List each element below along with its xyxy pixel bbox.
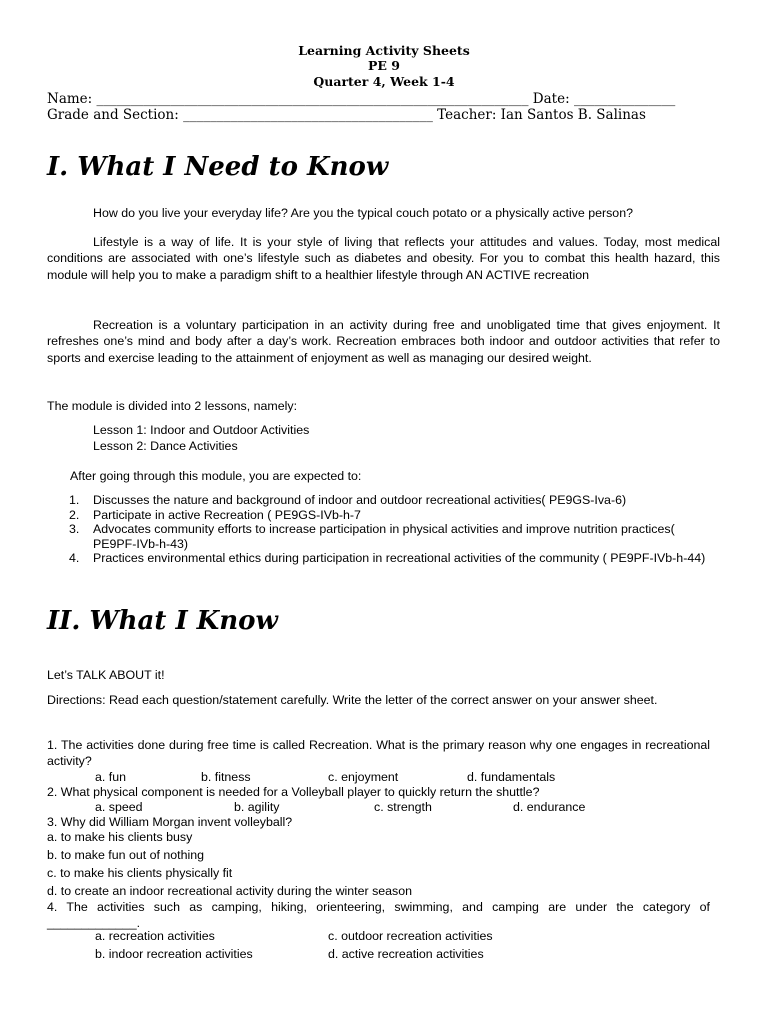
sheet-quarter: Quarter 4, Week 1-4	[313, 74, 455, 89]
list-item: 1. Discusses the nature and background of indoor and outdoor recreational activities( PE9GS-Iva-6)	[69, 493, 627, 507]
q4-option-d: d. active recreation activities	[328, 947, 484, 961]
q2-option-c: c. strength	[374, 800, 432, 814]
q1-option-d: d. fundamentals	[467, 770, 556, 784]
q1-option-b: b. fitness	[201, 770, 251, 784]
question-1: 1. The activities done during free time is called Recreation. What is the primary reason why one engages in recreational activity?	[47, 738, 710, 769]
intro-question: How do you live your everyday life? Are you the typical couch potato or a physically active person?	[93, 206, 633, 220]
paragraph-recreation: Recreation is a voluntary participation in an activity during free and unobligated time that gives enjoyment. It refreshes one’s mind and body after a day’s work. Recreation embraces both indoor and outdoor activities that refer to sports and exercise leading to the attainment of enjoyment as well as managing our desired weight.	[47, 318, 720, 365]
list-item: 3. Advocates community efforts to increase participation in physical activities and improve nutrition practices( PE9PF-IVb-h-43)	[69, 522, 675, 551]
expect-intro: After going through this module, you are expected to:	[70, 469, 362, 483]
sheet-subject: PE 9	[368, 58, 400, 73]
module-intro: The module is divided into 2 lessons, namely:	[47, 399, 298, 413]
paragraph-lifestyle: Lifestyle is a way of life. It is your style of living that reflects your attitudes and values. Today, most medical conditions are associated with one’s lifestyle such as diabetes and obesity. For you to combat this health hazard, this module will help you to make a paradigm shift to a healthier lifestyle through AN ACTIVE recreation	[47, 235, 720, 282]
name-blank: ________________________________________________________________	[96, 91, 529, 107]
grade-blank: _____________________________________	[183, 107, 433, 123]
section-heading-need-to-know: I. What I Need to Know	[47, 152, 389, 182]
q4-option-b: b. indoor recreation activities	[95, 947, 253, 961]
list-item: 4. Practices environmental ethics during participation in recreational activities of the community ( PE9PF-IVb-h-44)	[69, 551, 706, 565]
q1-option-c: c. enjoyment	[328, 770, 399, 784]
name-row	[47, 91, 687, 107]
question-4: 4. The activities such as camping, hiking, orienteering, swimming, and camping are under the category of _____________.	[47, 900, 710, 931]
teacher-name: Teacher: Ian Santos B. Salinas	[437, 107, 646, 123]
objectives-list	[69, 493, 720, 566]
section-heading-what-i-know: II. What I Know	[47, 606, 278, 636]
sheet-title: Learning Activity Sheets	[298, 43, 470, 58]
q1-option-a: a. fun	[95, 770, 127, 784]
q3-option-b: b. to make fun out of nothing	[47, 848, 205, 862]
q4-option-a: a. recreation activities	[95, 929, 215, 943]
directions: Directions: Read each question/statement carefully. Write the letter of the correct answer on your answer sheet.	[47, 693, 658, 707]
grade-row	[47, 107, 687, 123]
q3-option-a: a. to make his clients busy	[47, 830, 193, 844]
date-blank: _______________	[573, 91, 676, 107]
q3-option-d: d. to create an indoor recreational activity during the winter season	[47, 884, 413, 898]
name-label: Name:	[47, 91, 93, 107]
date-label: Date:	[532, 91, 570, 107]
q3-option-c: c. to make his clients physically fit	[47, 866, 233, 880]
lesson-item: Lesson 1: Indoor and Outdoor Activities	[93, 423, 310, 437]
talk-about-it: Let’s TALK ABOUT it!	[47, 668, 165, 682]
lesson-item: Lesson 2: Dance Activities	[93, 439, 238, 453]
q2-option-a: a. speed	[95, 800, 143, 814]
question-2: 2. What physical component is needed for a Volleyball player to quickly return the shuttle?	[47, 785, 540, 799]
q2-option-b: b. agility	[234, 800, 280, 814]
q2-option-d: d. endurance	[513, 800, 586, 814]
grade-label: Grade and Section:	[47, 107, 179, 123]
list-item: 2. Participate in active Recreation ( PE9GS-IVb-h-7	[69, 507, 361, 522]
question-3: 3. Why did William Morgan invent volleyball?	[47, 815, 293, 829]
q4-option-c: c. outdoor recreation activities	[328, 929, 493, 943]
